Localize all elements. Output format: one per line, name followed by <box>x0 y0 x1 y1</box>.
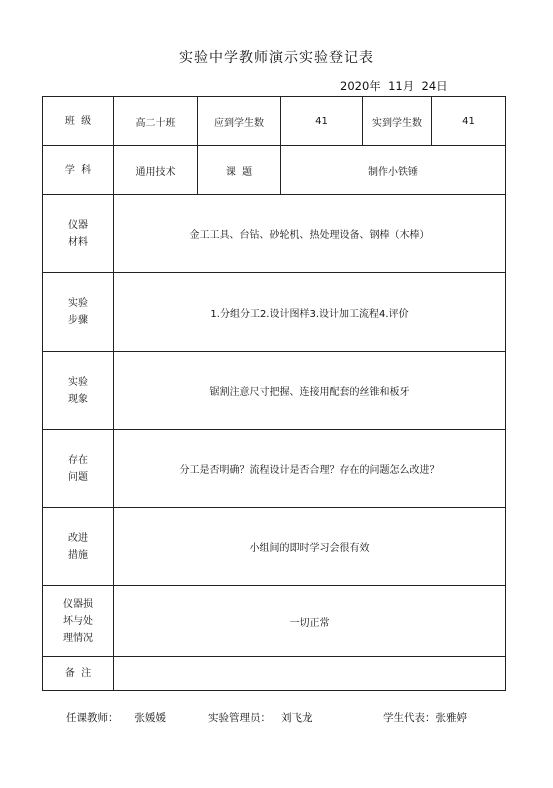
section-value: 锯割注意尺寸把握、连接用配套的丝锥和板牙 <box>114 352 506 430</box>
section-label: 仪器损 坏与处 理情况 <box>43 586 114 657</box>
teacher-name: 张媛媛 <box>134 712 166 724</box>
student-name: 张雅婷 <box>435 712 467 724</box>
record-date: 2020年 11月 24日 <box>340 79 448 93</box>
page-title: 实验中学教师演示实验登记表 <box>179 50 374 66</box>
student-signature <box>383 710 467 725</box>
class-label: 班 级 <box>43 97 114 146</box>
teacher-label: 任课教师： <box>66 712 119 724</box>
section-row <box>43 195 506 273</box>
section-row <box>43 352 506 430</box>
section-label: 实验 步骤 <box>43 273 114 352</box>
class-row <box>43 97 506 146</box>
admin-name: 刘飞龙 <box>281 712 313 724</box>
expected-count-value: 41 <box>281 97 363 146</box>
section-label: 存在 问题 <box>43 430 114 508</box>
section-row <box>43 586 506 657</box>
class-value: 高二十班 <box>114 97 198 146</box>
section-row <box>43 508 506 586</box>
topic-value: 制作小铁锤 <box>281 146 506 195</box>
actual-count-value: 41 <box>432 97 506 146</box>
admin-signature <box>208 710 313 725</box>
remark-label: 备 注 <box>43 657 114 691</box>
section-label: 仪器 材料 <box>43 195 114 273</box>
remark-value <box>114 657 506 691</box>
section-label: 改进 措施 <box>43 508 114 586</box>
section-value: 1.分组分工2.设计图样3.设计加工流程4.评价 <box>114 273 506 352</box>
subject-value: 通用技术 <box>114 146 198 195</box>
section-row <box>43 430 506 508</box>
remark-row <box>43 657 506 691</box>
subject-label: 学 科 <box>43 146 114 195</box>
student-label: 学生代表： <box>383 712 436 724</box>
section-value: 小组间的即时学习会很有效 <box>114 508 506 586</box>
topic-label: 课 题 <box>198 146 281 195</box>
subject-row <box>43 146 506 195</box>
section-value: 分工是否明确？流程设计是否合理？存在的问题怎么改进？ <box>114 430 506 508</box>
expected-count-label: 应到学生数 <box>198 97 281 146</box>
teacher-signature <box>66 710 166 725</box>
registration-table <box>42 96 506 691</box>
admin-label: 实验管理员： <box>208 712 271 724</box>
section-value: 一切正常 <box>114 586 506 657</box>
section-row <box>43 273 506 352</box>
actual-count-label: 实到学生数 <box>363 97 432 146</box>
section-value: 金工工具、台钻、砂轮机、热处理设备、钢棒（木棒） <box>114 195 506 273</box>
section-label: 实验 现象 <box>43 352 114 430</box>
